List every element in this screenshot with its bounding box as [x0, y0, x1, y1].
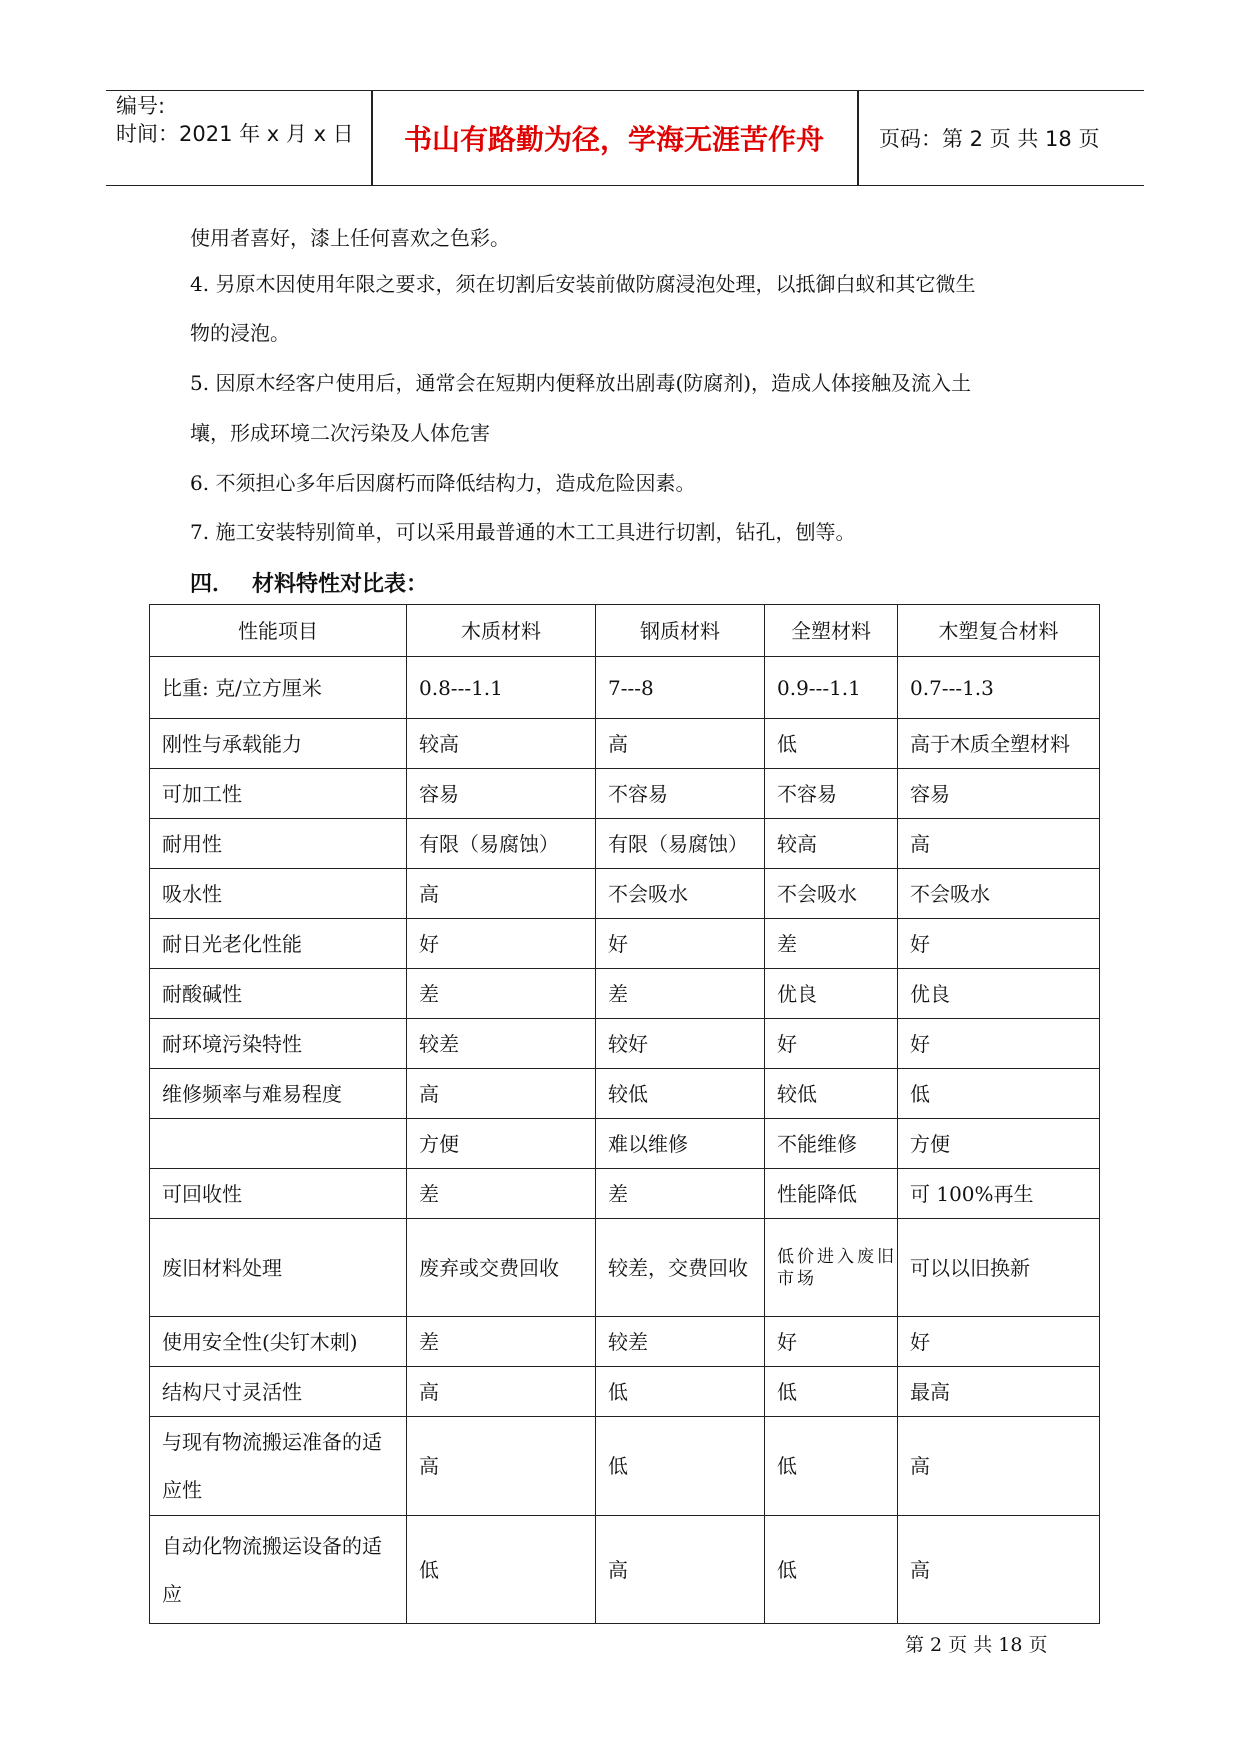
column-header: 全塑材料 [765, 605, 898, 657]
table-cell: 差 [596, 969, 765, 1019]
table-cell: 使用安全性(尖钉木刺) [150, 1317, 407, 1367]
table-cell: 可以以旧换新 [898, 1219, 1100, 1317]
table-cell: 刚性与承载能力 [150, 719, 407, 769]
column-header: 木塑复合材料 [898, 605, 1100, 657]
header-meta [116, 91, 371, 185]
material-comparison-table [149, 604, 1100, 1624]
list-item-6: 6. 不须担心多年后因腐朽而降低结构力，造成危险因素。 [190, 471, 696, 495]
table-cell: 好 [898, 919, 1100, 969]
table-cell: 自动化物流搬运设备的适应 [150, 1516, 407, 1624]
table-cell: 低 [407, 1516, 596, 1624]
table-cell: 较差 [407, 1019, 596, 1069]
table-row [150, 1169, 1100, 1219]
table-cell: 好 [898, 1019, 1100, 1069]
table-cell: 好 [407, 919, 596, 969]
time-label: 时间：2021 年 x 月 x 日 [116, 122, 354, 146]
table-cell: 容易 [898, 769, 1100, 819]
table-row [150, 869, 1100, 919]
table-cell: 有限（易腐蚀） [596, 819, 765, 869]
table-cell: 差 [596, 1169, 765, 1219]
table-cell: 可 100%再生 [898, 1169, 1100, 1219]
table-row [150, 719, 1100, 769]
table-header-row [150, 605, 1100, 657]
table-cell: 不会吸水 [765, 869, 898, 919]
table-cell: 0.8---1.1 [407, 657, 596, 719]
body-line: 壤，形成环境二次污染及人体危害 [190, 421, 490, 445]
table-cell: 优良 [765, 969, 898, 1019]
table-row [150, 769, 1100, 819]
column-header: 木质材料 [407, 605, 596, 657]
table-cell: 7---8 [596, 657, 765, 719]
header-motto: 书山有路勤为径，学海无涯苦作舟 [403, 123, 824, 156]
table-cell: 差 [407, 1169, 596, 1219]
page-footer: 第 2 页 共 18 页 [905, 1634, 1048, 1656]
table-cell: 高 [596, 719, 765, 769]
table-cell: 方便 [407, 1119, 596, 1169]
table-cell: 高 [898, 1516, 1100, 1624]
table-cell: 高 [407, 1069, 596, 1119]
table-cell: 低 [765, 1417, 898, 1516]
table-cell: 与现有物流搬运准备的适应性 [150, 1417, 407, 1516]
table-cell: 最高 [898, 1367, 1100, 1417]
table-cell: 低 [765, 1516, 898, 1624]
table-row [150, 919, 1100, 969]
table-cell: 好 [898, 1317, 1100, 1367]
table-row [150, 1119, 1100, 1169]
table-cell: 方便 [898, 1119, 1100, 1169]
table-row [150, 969, 1100, 1019]
table-cell: 低 [898, 1069, 1100, 1119]
table-cell: 较低 [596, 1069, 765, 1119]
table-cell: 差 [407, 1317, 596, 1367]
table-cell: 高 [596, 1516, 765, 1624]
table-cell: 较差 [596, 1317, 765, 1367]
table-row [150, 1019, 1100, 1069]
table-cell: 比重: 克/立方厘米 [150, 657, 407, 719]
table-cell: 不会吸水 [898, 869, 1100, 919]
table-cell: 好 [765, 1019, 898, 1069]
column-header: 性能项目 [150, 605, 407, 657]
table-row [150, 1219, 1100, 1317]
list-item-7: 7. 施工安装特别简单，可以采用最普通的木工工具进行切割，钻孔，刨等。 [190, 520, 856, 544]
table-cell: 高 [407, 1417, 596, 1516]
table-cell: 低价进入废旧市场 [765, 1219, 898, 1317]
table-row [150, 1417, 1100, 1516]
table-cell: 不容易 [765, 769, 898, 819]
body-line: 物的浸泡。 [190, 321, 290, 345]
table-cell: 低 [765, 719, 898, 769]
table-cell [150, 1119, 407, 1169]
list-item-4: 4. 另原木因使用年限之要求，须在切割后安装前做防腐浸泡处理，以抵御白蚁和其它微生 [190, 272, 976, 296]
table-cell: 有限（易腐蚀） [407, 819, 596, 869]
table-cell: 低 [596, 1367, 765, 1417]
table-cell: 0.9---1.1 [765, 657, 898, 719]
table-row [150, 1317, 1100, 1367]
table-cell: 耐用性 [150, 819, 407, 869]
table-cell: 维修频率与难易程度 [150, 1069, 407, 1119]
table-cell: 优良 [898, 969, 1100, 1019]
number-label: 编号: [116, 94, 166, 118]
table-cell: 低 [765, 1367, 898, 1417]
page-header [106, 90, 1144, 186]
header-page-label: 页码：第 2 页 共 18 页 [879, 127, 1100, 151]
table-row [150, 657, 1100, 719]
table-row [150, 1516, 1100, 1624]
table-cell: 高 [407, 1367, 596, 1417]
table-cell: 结构尺寸灵活性 [150, 1367, 407, 1417]
table-cell: 不能维修 [765, 1119, 898, 1169]
table-cell: 高 [407, 869, 596, 919]
table-cell: 低 [596, 1417, 765, 1516]
table-cell: 差 [765, 919, 898, 969]
body-line: 使用者喜好，漆上任何喜欢之色彩。 [190, 226, 510, 250]
table-cell: 较低 [765, 1069, 898, 1119]
table-cell: 废弃或交费回收 [407, 1219, 596, 1317]
list-item-5: 5. 因原木经客户使用后，通常会在短期内便释放出剧毒(防腐剂)，造成人体接触及流入土 [190, 371, 972, 395]
table-cell: 可加工性 [150, 769, 407, 819]
section-title: 材料特性对比表： [252, 572, 429, 597]
table-cell: 耐日光老化性能 [150, 919, 407, 969]
table-cell: 可回收性 [150, 1169, 407, 1219]
table-cell: 吸水性 [150, 869, 407, 919]
table-cell: 性能降低 [765, 1169, 898, 1219]
section-heading [190, 567, 428, 598]
table-row [150, 819, 1100, 869]
table-cell: 耐环境污染特性 [150, 1019, 407, 1069]
table-cell: 较好 [596, 1019, 765, 1069]
column-header: 钢质材料 [596, 605, 765, 657]
table-cell: 较差，交费回收 [596, 1219, 765, 1317]
table-cell: 较高 [765, 819, 898, 869]
table-cell: 难以维修 [596, 1119, 765, 1169]
table-cell: 废旧材料处理 [150, 1219, 407, 1317]
table-row [150, 1367, 1100, 1417]
table-cell: 0.7---1.3 [898, 657, 1100, 719]
table-cell: 好 [596, 919, 765, 969]
table-cell: 耐酸碱性 [150, 969, 407, 1019]
table-cell: 好 [765, 1317, 898, 1367]
table-cell: 不容易 [596, 769, 765, 819]
table-cell: 高于木质全塑材料 [898, 719, 1100, 769]
header-divider [857, 91, 859, 185]
table-cell: 容易 [407, 769, 596, 819]
table-cell: 高 [898, 819, 1100, 869]
table-cell: 高 [898, 1417, 1100, 1516]
table-cell: 不会吸水 [596, 869, 765, 919]
table-row [150, 1069, 1100, 1119]
table-cell: 较高 [407, 719, 596, 769]
table-cell: 差 [407, 969, 596, 1019]
section-number: 四． [190, 572, 235, 597]
